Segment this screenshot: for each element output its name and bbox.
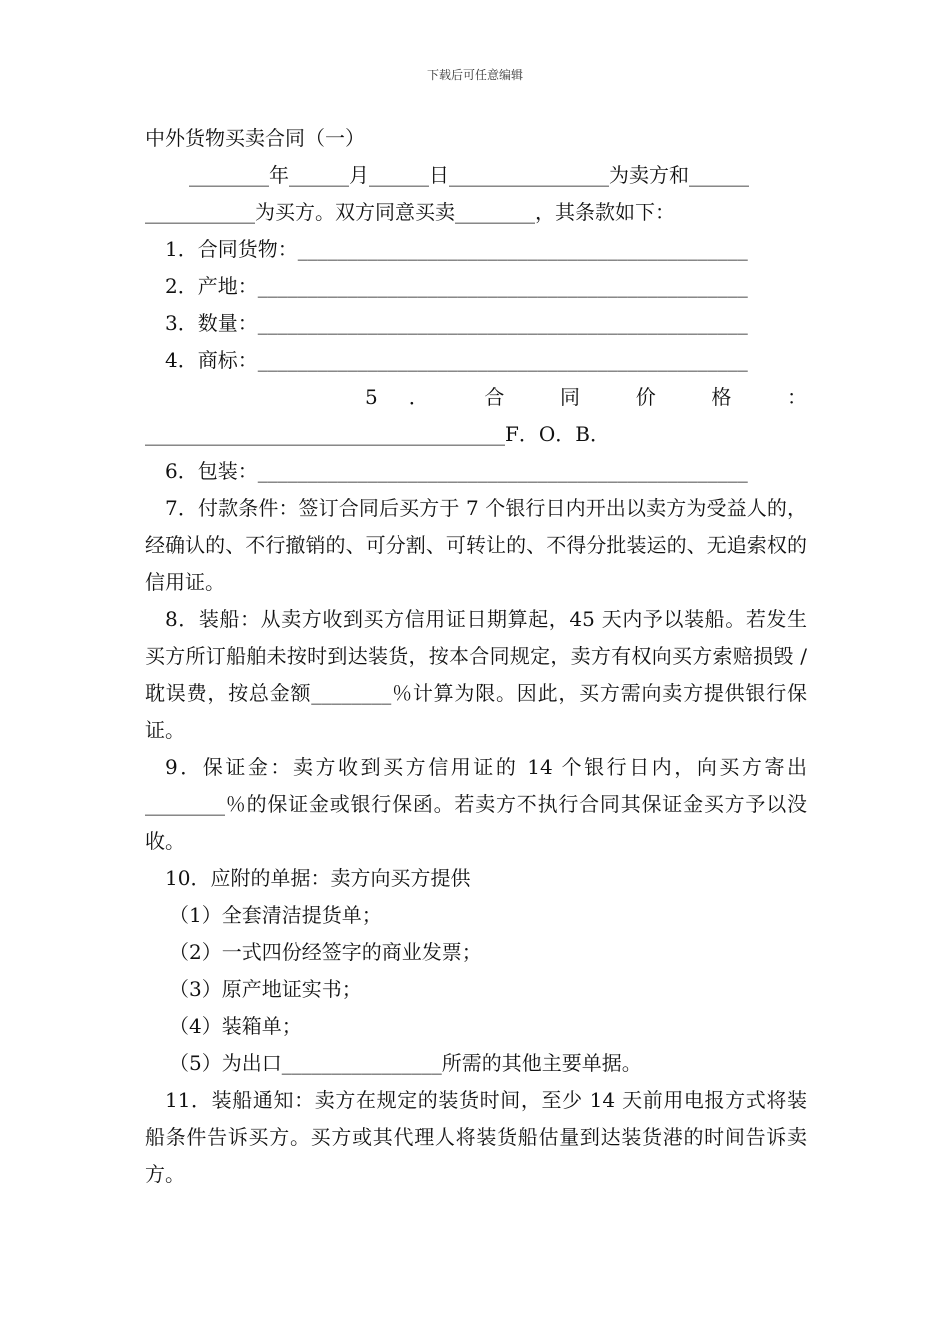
document-item-1: （1）全套清洁提货单； [169,903,382,927]
document-item-4: （4）装箱单； [169,1014,302,1038]
clause-9-deposit: 9．保证金：卖方收到买方信用证的 14 个银行日内，向买方寄出________％的保证金或银行保函。若卖方不执行合同其保证金买方予以没收。 [145,755,807,853]
clause-8-shipment: 8．装船：从卖方收到买方信用证日期算起，45 天内予以装船。若发生买方所订船舶未按时到达装货，按本合同规定，卖方有权向买方索赔损毁 / 耽误费，按总金额________％计算为限。因此，买方需向卖方提供银行保证。 [145,607,807,742]
document-item-2: （2）一式四份经签字的商业发票； [169,940,482,964]
clause-1-goods: 1．合同货物：_____________________________________________ [165,237,748,261]
clause-6-packing: 6．包装：_________________________________________________ [165,459,748,483]
clause-10-documents: 10．应附的单据：卖方向买方提供 [165,866,471,890]
intro-line-1: ________年______月______日________________为卖方和______ [189,163,749,187]
clause-11-shipping-notice: 11．装船通知：卖方在规定的装货时间，至少 14 天前用电报方式将装船条件告诉买方。买方或其代理人将装货船估量到达装货港的时间告诉卖方。 [145,1088,807,1186]
intro-line-2: ___________为买方。双方同意买卖________，其条款如下： [145,200,675,224]
clause-7-payment: 7．付款条件：签订合同后买方于 7 个银行日内开出以卖方为受益人的，经确认的、不行撤销的、可分割、可转让的、不得分批装运的、无追索权的信用证。 [145,496,807,594]
clause-3-quantity: 3．数量：_________________________________________________ [165,311,748,335]
document-item-3: （3）原产地证实书； [169,977,362,1001]
contract-title: 中外货物买卖合同（一） [145,126,365,150]
clause-5-price: 5 ． 合 同 价 格 ： [365,385,807,409]
clause-2-origin: 2．产地：_________________________________________________ [165,274,748,298]
contract-body [145,120,807,1193]
page-header: 下载后可任意编辑 [426,68,523,82]
clause-5-price-blank: ____________________________________F．O．B． [145,422,610,446]
document-item-5: （5）为出口________________所需的其他主要单据。 [169,1051,642,1075]
clause-4-trademark: 4．商标：_________________________________________________ [165,348,748,372]
